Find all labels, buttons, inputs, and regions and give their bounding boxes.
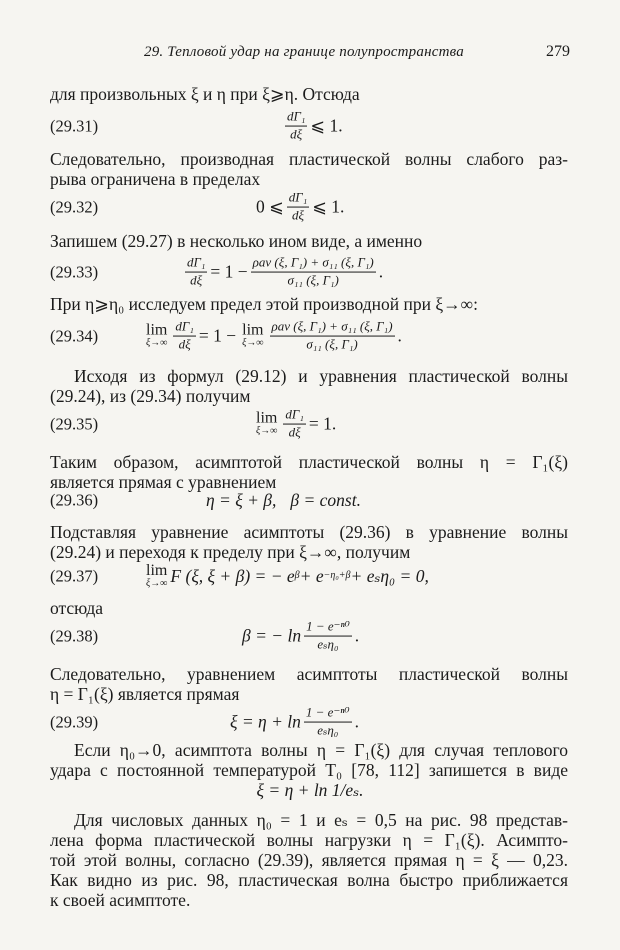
relation: ⩽ 1. bbox=[310, 115, 343, 136]
formula bbox=[256, 191, 344, 224]
fraction bbox=[251, 256, 376, 289]
lim-word: lim bbox=[146, 562, 168, 579]
fraction bbox=[270, 320, 395, 353]
paragraph bbox=[50, 830, 568, 850]
paragraph bbox=[50, 149, 568, 169]
period: . bbox=[354, 625, 360, 646]
denominator: eₛη₀ bbox=[317, 722, 339, 738]
text-line: отсюда bbox=[50, 598, 104, 618]
limit bbox=[242, 323, 263, 349]
equation-29-31 bbox=[0, 104, 620, 148]
relation: 0 ⩽ bbox=[256, 196, 284, 217]
numerator: ρav (ξ, Γ₁) + σ₁₁ (ξ, Γ₁) bbox=[251, 256, 376, 273]
equation-29-38 bbox=[0, 614, 620, 658]
paragraph bbox=[50, 850, 568, 870]
formula-part: + e bbox=[299, 565, 324, 586]
running-title: 29. Тепловой удар на границе полупространства bbox=[144, 44, 464, 60]
equation-number: (29.33) bbox=[50, 262, 99, 282]
text-line: той этой волны, согласно (29.39), является прямая η = ξ — 0,23. bbox=[50, 850, 568, 870]
paragraph bbox=[50, 760, 568, 780]
lim-subscript: ξ→∞ bbox=[242, 338, 264, 349]
text-line: для произвольных ξ и η при ξ⩾η. Отсюда bbox=[50, 84, 360, 104]
numerator: dΓ₁ bbox=[185, 256, 207, 273]
relation: ⩽ 1. bbox=[312, 196, 345, 217]
equation-29-33 bbox=[0, 250, 620, 294]
lim-subscript: ξ→∞ bbox=[146, 578, 168, 589]
limit bbox=[146, 323, 167, 349]
formula-part: F (ξ, ξ + β) = − e bbox=[170, 565, 295, 586]
fraction bbox=[283, 408, 305, 441]
centered-formula: ξ = η + ln 1/eₛ. bbox=[256, 780, 364, 800]
text-line: Следовательно, производная пластической волны слабого раз- bbox=[50, 149, 568, 169]
equation-number: (29.32) bbox=[50, 197, 99, 217]
formula-part: η = ξ + β, bbox=[206, 489, 277, 510]
equation-number: (29.36) bbox=[50, 490, 99, 510]
fraction bbox=[173, 320, 195, 353]
numerator: dΓ₁ bbox=[287, 191, 309, 208]
period: . bbox=[397, 325, 402, 346]
equation-29-37 bbox=[0, 554, 620, 598]
page-number: 279 bbox=[546, 43, 570, 60]
paragraph bbox=[50, 84, 568, 104]
paragraph bbox=[50, 870, 568, 890]
formula-part: ξ = η + ln bbox=[230, 711, 301, 732]
formula-part: β = const. bbox=[290, 489, 361, 510]
lim-subscript: ξ→∞ bbox=[146, 338, 168, 349]
denominator: dξ bbox=[288, 424, 301, 440]
paragraph bbox=[50, 522, 568, 542]
paragraph bbox=[50, 664, 568, 684]
denominator: σ₁₁ (ξ, Γ₁) bbox=[306, 336, 358, 352]
equation-number: (29.35) bbox=[50, 414, 99, 434]
equation-number: (29.31) bbox=[50, 116, 99, 136]
fraction bbox=[304, 620, 352, 653]
formula-part: + eₛη₀ = 0, bbox=[350, 565, 429, 586]
numerator: dΓ₁ bbox=[285, 110, 307, 127]
text-line: Исходя из формул (29.12) и уравнения пластической волны bbox=[74, 366, 568, 386]
formula bbox=[230, 706, 359, 739]
denominator: dξ bbox=[290, 126, 303, 142]
text-line: лена форма пластической волны нагрузки η = Γ₁(ξ). Асимпто- bbox=[50, 830, 568, 850]
numerator: 1 − e⁻ⁿ⁰ bbox=[304, 620, 352, 637]
fraction bbox=[304, 706, 352, 739]
numerator: dΓ₁ bbox=[173, 320, 195, 337]
denominator: dξ bbox=[178, 336, 191, 352]
paragraph bbox=[50, 294, 568, 314]
fraction bbox=[185, 256, 207, 289]
fraction bbox=[287, 191, 309, 224]
numerator: dΓ₁ bbox=[283, 408, 305, 425]
text-line: удара с постоянной температурой T₀ [78, 112] запишется в виде bbox=[50, 760, 568, 780]
formula-part: β = − ln bbox=[242, 625, 302, 646]
text-line: Как видно из рис. 98, пластическая волна быстро приближается bbox=[50, 870, 568, 890]
limit bbox=[146, 563, 167, 589]
text-line: является прямая с уравнением bbox=[50, 472, 277, 492]
paragraph bbox=[50, 452, 568, 472]
text-line: При η⩾η₀ исследуем предел этой производной при ξ→∞: bbox=[50, 294, 479, 314]
denominator: eₛη₀ bbox=[317, 636, 339, 652]
formula bbox=[242, 620, 359, 653]
relation: = 1. bbox=[308, 413, 337, 434]
denominator: dξ bbox=[291, 207, 305, 223]
lim-subscript: ξ→∞ bbox=[256, 426, 278, 437]
denominator: dξ bbox=[190, 272, 203, 288]
lim-word: lim bbox=[146, 322, 168, 339]
equation-29-39 bbox=[0, 700, 620, 744]
text-line: Подставляя уравнение асимптоты (29.36) в уравнение волны bbox=[50, 522, 568, 542]
paragraph bbox=[50, 810, 568, 830]
formula bbox=[146, 563, 429, 589]
formula bbox=[182, 256, 383, 289]
text-line: Если η₀→0, асимптота волны η = Γ₁(ξ) для случая теплового bbox=[74, 740, 568, 760]
text-line: η = Γ₁(ξ) является прямая bbox=[50, 684, 240, 704]
equation-number: (29.37) bbox=[50, 566, 99, 586]
equation-number: (29.39) bbox=[50, 712, 99, 732]
formula bbox=[206, 490, 361, 510]
relation: = 1 − bbox=[198, 325, 237, 346]
numerator: ρav (ξ, Γ₁) + σ₁₁ (ξ, Γ₁) bbox=[270, 320, 395, 337]
text-line: к своей асимптоте. bbox=[50, 890, 191, 910]
paragraph bbox=[50, 366, 568, 386]
exponent: −η₀+β bbox=[323, 570, 351, 582]
formula bbox=[256, 408, 336, 441]
text-line: Таким образом, асимптотой пластической волны η = Γ₁(ξ) bbox=[50, 452, 568, 472]
lim-word: lim bbox=[242, 322, 264, 339]
equation-number: (29.38) bbox=[50, 626, 99, 646]
text-line: Для числовых данных η₀ = 1 и eₛ = 0,5 на рис. 98 представ- bbox=[74, 810, 568, 830]
paragraph bbox=[50, 231, 568, 251]
equation-29-34 bbox=[0, 314, 620, 358]
relation: = 1 − bbox=[210, 261, 248, 282]
text-line: (29.24) и переходя к пределу при ξ→∞, получим bbox=[50, 542, 411, 562]
paragraph bbox=[50, 890, 568, 910]
equation-29-36 bbox=[0, 478, 620, 522]
limit bbox=[256, 411, 277, 437]
numerator: 1 − e⁻ⁿ⁰ bbox=[304, 706, 352, 723]
text-line: рыва ограничена в пределах bbox=[50, 169, 261, 189]
exponent: β bbox=[294, 570, 300, 582]
formula bbox=[282, 110, 343, 143]
equation-29-32 bbox=[0, 185, 620, 229]
text-line: Запишем (29.27) в несколько ином виде, а именно bbox=[50, 231, 423, 251]
text-line: Следовательно, уравнением асимптоты пластической волны bbox=[50, 664, 568, 684]
text-line: (29.24), из (29.34) получим bbox=[50, 386, 251, 406]
fraction bbox=[285, 110, 307, 143]
equation-29-35 bbox=[0, 402, 620, 446]
equation-number: (29.34) bbox=[50, 326, 99, 346]
lim-word: lim bbox=[256, 410, 278, 427]
period: . bbox=[378, 261, 384, 282]
paragraph bbox=[50, 740, 568, 760]
denominator: σ₁₁ (ξ, Γ₁) bbox=[287, 272, 339, 288]
formula bbox=[146, 320, 402, 353]
period: . bbox=[354, 711, 359, 732]
